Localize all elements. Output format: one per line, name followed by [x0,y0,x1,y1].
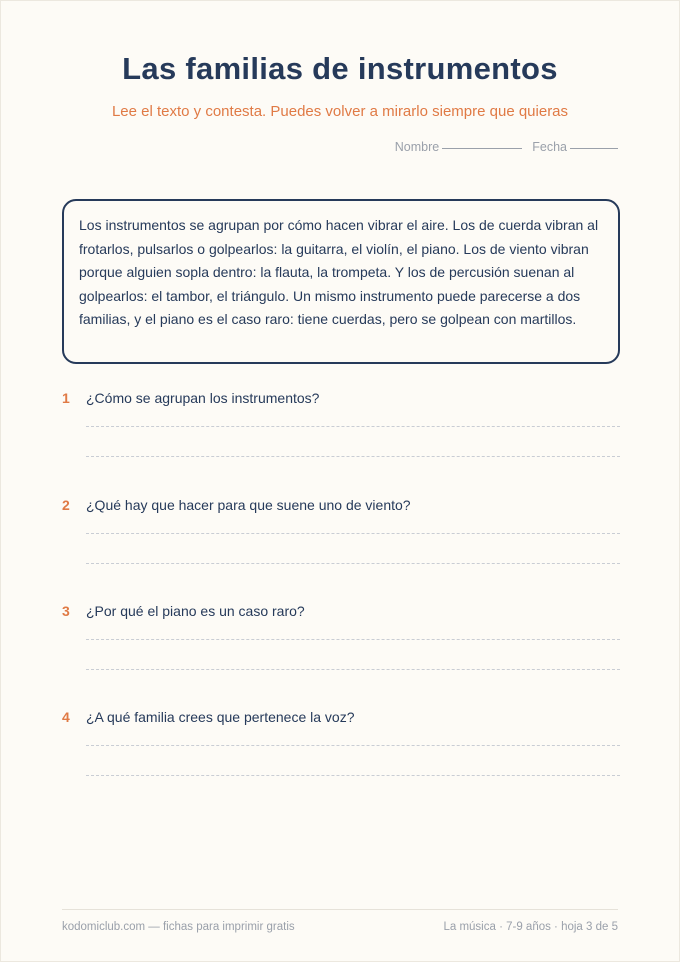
answer-line[interactable] [86,774,620,776]
footer-site-credit[interactable]: kodomiclub.com — fichas para imprimir gratis [62,921,295,933]
question-1 [62,390,620,457]
name-field[interactable] [395,140,522,154]
question-number: 4 [62,709,70,725]
name-label: Nombre [394,140,440,154]
date-field[interactable] [532,140,618,154]
question-number: 2 [62,497,70,513]
page-title: Las familias de instrumentos [122,51,558,86]
date-blank-line [570,147,618,149]
name-date-fields [395,140,618,154]
answer-line[interactable] [86,744,620,746]
date-label: Fecha [532,140,567,154]
question-text: ¿Por qué el piano es un caso raro? [86,603,305,619]
answer-line[interactable] [86,668,620,670]
question-text: ¿Qué hay que hacer para que suene uno de viento? [86,497,411,513]
question-3 [62,603,620,670]
answer-line[interactable] [86,455,620,457]
page-subtitle: Lee el texto y contesta. Puedes volver a mirarlo siempre que quieras [111,103,569,120]
answer-line[interactable] [86,532,620,534]
question-text: ¿A qué familia crees que pertenece la voz? [86,709,355,725]
footer-page-info: La música · 7-9 años · hoja 3 de 5 [443,921,618,933]
answer-line[interactable] [86,425,620,427]
answer-line[interactable] [86,638,620,640]
question-2 [62,497,620,564]
question-4 [62,709,620,776]
reading-passage-box: Los instrumentos se agrupan por cómo hacen vibrar el aire. Los de cuerda vibran al frotarlos, pulsarlos o golpearlos: la guitarra, el violín, el piano. Los de viento vibran porque alguien sopla dentro: la flauta, la trompeta. Y los de percusión suenan al golpearlos: el tambor, el triángulo. Un mismo instrumento puede parecerse a dos familias, y el piano es el caso raro: tiene cuerdas, pero se golpean con martillos. [62,199,620,364]
footer-divider [62,909,618,910]
question-text: ¿Cómo se agrupan los instrumentos? [86,390,320,406]
answer-line[interactable] [86,562,620,564]
question-number: 3 [62,603,70,619]
name-blank-line [442,147,522,149]
question-number: 1 [62,390,70,406]
